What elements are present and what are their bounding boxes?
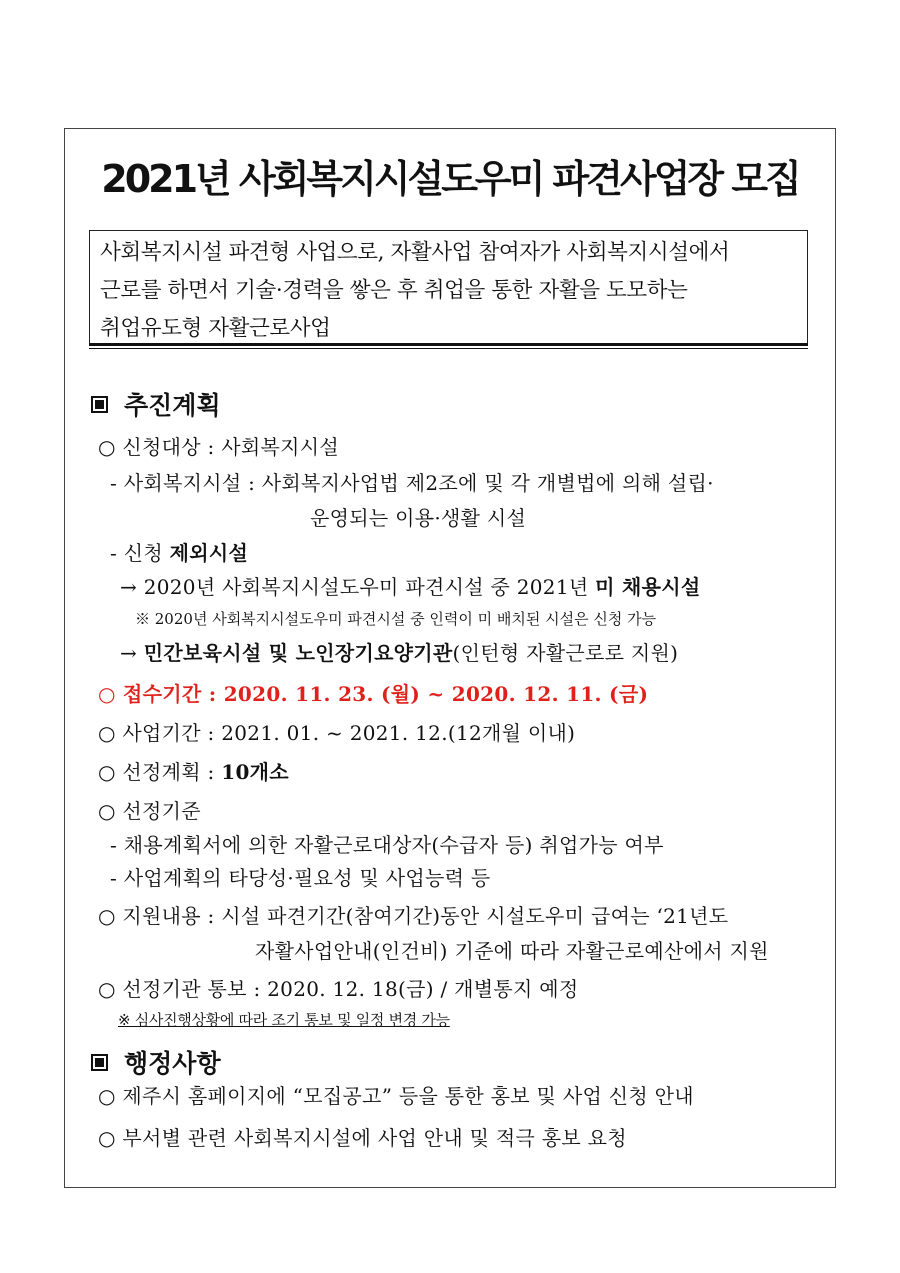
facility-definition-line2: 운영되는 이용·생활 시설 [310,506,527,530]
selection-plan [98,756,289,785]
arrow-icon: → [120,641,144,665]
reception-period [98,678,648,707]
apply-target: ○ 신청대상 : 사회복지시설 [98,435,339,459]
exclusion-bold: 제외시설 [169,541,249,565]
exclusion-prefix: - 신청 [110,541,170,565]
criteria-item: - 사업계획의 타당성·필요성 및 사업능력 등 [110,866,491,890]
circle-icon: ○ [98,682,116,706]
schedule-change-note: ※ 심사진행상황에 따라 조기 통보 및 일정 변경 가능 [118,1011,450,1029]
exclusion-item-1 [120,571,701,600]
support-content-line1: ○ 지원내용 : 시설 파견기간(참여기간)동안 시설도우미 급여는 ‘21년도 [98,904,729,928]
exclusion-item-2 [120,637,678,666]
section-heading-admin [91,1044,221,1080]
arrow-icon: → [120,575,144,599]
summary-line: 취업유도형 자활근로사업 [100,316,331,341]
support-content-line2: 자활사업안내(인건비) 기준에 따라 자활근로예산에서 지원 [255,939,769,963]
reception-text: 접수기간 : 2020. 11. 23. (월) ~ 2020. 12. 11. (금) [123,682,649,706]
summary-line: 사회복지시설 파견형 사업으로, 자활사업 참여자가 사회복지시설에서 [100,240,730,265]
admin-item: ○ 제주시 홈페이지에 “모집공고” 등을 통한 홍보 및 사업 신청 안내 [98,1084,694,1108]
summary-line: 근로를 하면서 기술·경력을 쌓은 후 취업을 통한 자활을 도모하는 [100,278,688,303]
exclusion-note: ※ 2020년 사회복지시설도우미 파견시설 중 인력이 미 배치된 시설은 신청 가능 [135,610,657,628]
exclusion-item-text: 2020년 사회복지시설도우미 파견시설 중 2021년 [143,575,596,599]
exclusion-item-bold: 미 채용시설 [595,575,701,599]
filled-square-icon [91,396,108,413]
section-heading-plan [91,386,221,422]
page-title: 2021년 사회복지시설도우미 파견사업장 모집 [101,157,799,201]
business-period: ○ 사업기간 : 2021. 01. ~ 2021. 12.(12개월 이내) [98,721,576,745]
exclusion-heading [110,537,248,566]
summary-box [89,230,808,345]
selection-plan-prefix: ○ 선정계획 : [98,760,222,784]
section-title: 추진계획 [124,391,221,420]
selection-criteria: ○ 선정기준 [98,799,201,823]
exclusion-item-bold: 민간보육시설 및 노인장기요양기관 [143,641,453,665]
filled-square-icon [91,1054,108,1071]
section-title: 행정사항 [124,1049,221,1078]
selection-plan-count: 10개소 [221,760,289,784]
criteria-item: - 채용계획서에 의한 자활근로대상자(수급자 등) 취업가능 여부 [110,833,664,857]
facility-definition-line1: - 사회복지시설 : 사회복지사업법 제2조에 및 각 개별법에 의해 설립· [110,471,714,495]
exclusion-item-text: (인턴형 자활근로로 지원) [452,641,679,665]
admin-item: ○ 부서별 관련 사회복지시설에 사업 안내 및 적극 홍보 요청 [98,1126,627,1150]
selection-notice: ○ 선정기관 통보 : 2020. 12. 18(금) / 개별통지 예정 [98,977,579,1001]
summary-double-rule [89,343,808,349]
